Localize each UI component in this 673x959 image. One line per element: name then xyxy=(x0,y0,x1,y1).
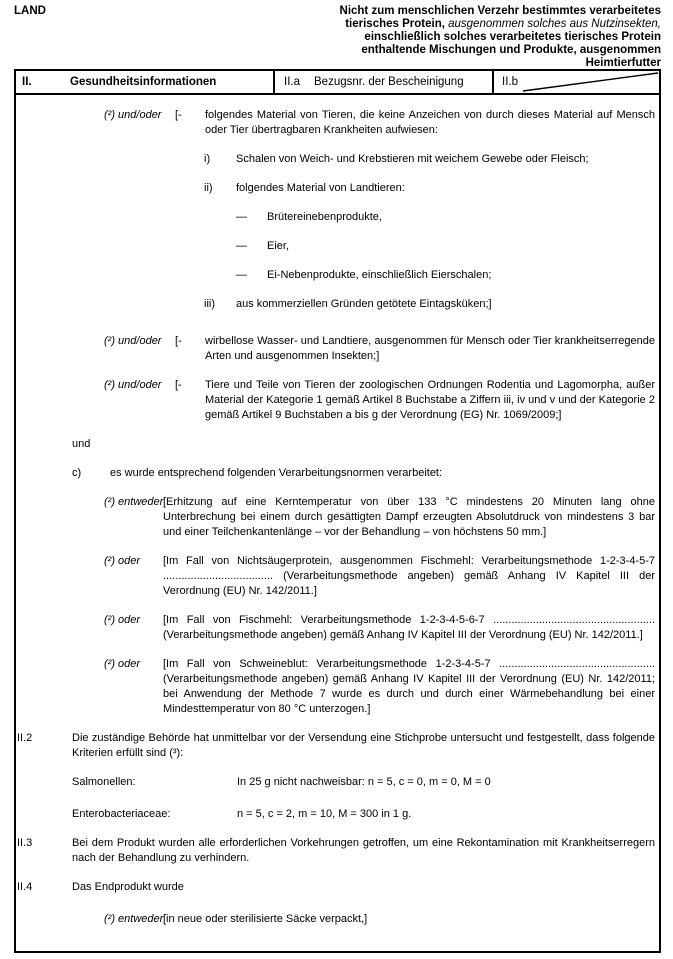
part-ii-title: Gesundheitsinformationen xyxy=(70,76,217,88)
section-number: II.3 xyxy=(17,837,33,849)
section-text: Die zuständige Behörde hat unmittelbar vor der Versendung eine Stichprobe untersucht und festgestellt, dass folgende Kriterien erfüllt sind (³): xyxy=(72,732,655,759)
clause-marker: (²) oder xyxy=(104,555,141,567)
diagonal-strikethrough-line xyxy=(494,71,659,93)
test-label: Salmonellen: xyxy=(72,776,136,788)
section-header-row xyxy=(14,69,661,95)
clause-text: [in neue oder sterilisierte Säcke verpackt,] xyxy=(163,913,368,925)
test-row-salmonellen xyxy=(72,775,655,790)
clause-open-bracket: [- xyxy=(175,379,182,391)
list-item-number: i) xyxy=(204,153,211,165)
title-bold-part-2: einschließlich solches verarbeitetes tierisches Protein enthaltende Mischungen und Produkte, ausgenommen Heimtierfutter xyxy=(361,31,661,69)
clause-text: [Erhitzung auf eine Kerntemperatur von über 133 °C mindestens 20 Minuten lang ohne Unterbrechung bei einem durch gesättigten Dampf erzeugten Absolutdruck von mindestens 3 bar und einer Teilchenkantenlänge – vor der Behandlung – von höchstens 50 mm.] xyxy=(163,496,655,538)
part-ii-number: II. xyxy=(22,76,32,88)
test-row-enterobacteriaceae xyxy=(72,807,655,822)
part-iib-header-cell xyxy=(492,71,659,93)
section-ii4 xyxy=(17,880,655,927)
list-item-number: iii) xyxy=(204,298,215,310)
clause-open-bracket: [- xyxy=(175,335,182,347)
list-item-c xyxy=(72,466,655,481)
clause-text: Tiere und Teile von Tieren der zoologischen Ordnungen Rodentia und Lagomorpha, außer Material der Kategorie 1 gemäß Artikel 8 Buchstabe a Ziffern iii, iv und v und der Kategorie 2 gemäß Artikel 9 Buchstaben a bis g der Verordnung (EG) Nr. 1069/2009;] xyxy=(205,379,655,421)
page-header xyxy=(0,0,673,69)
clause-text: [Im Fall von Schweineblut: Verarbeitungsmethode 1-2-3-4-5-7 ................................................... (Verarbeitungsmethode angeben) gemäß Anhang IV Kapitel III der Verordnung (EU) Nr. 142/2011; bei Anwendung der Methode 7 wurde es durch und durch einer Wärmebehandlung bei einer Mindesttemperatur von 80 °C unterzogen.] xyxy=(163,658,655,715)
section-text: Das Endprodukt wurde xyxy=(72,881,184,893)
connector-und: und xyxy=(72,438,91,450)
clause-entweder-heat xyxy=(104,495,655,540)
dash-item-text: Eier, xyxy=(267,240,290,252)
dash-item-text: Ei-Nebenprodukte, einschließlich Eierschalen; xyxy=(267,269,492,281)
certificate-ref-header-cell xyxy=(273,71,492,93)
clause-and-or-1 xyxy=(104,108,655,138)
clause-oder-schweineblut xyxy=(104,657,655,717)
clause-marker: (²) oder xyxy=(104,614,141,626)
list-item-text: aus kommerziellen Gründen getötete Eintagsküken;] xyxy=(236,298,492,310)
dash-item-3 xyxy=(236,268,655,283)
list-item-text: folgendes Material von Landtieren: xyxy=(236,182,405,194)
title-bold-part-1: Nicht zum menschlichen Verzehr bestimmtes verarbeitetes tierisches Protein, xyxy=(339,5,661,30)
clause-marker: (²) und/oder xyxy=(104,335,162,347)
dash-item-2 xyxy=(236,239,655,254)
dash-glyph: — xyxy=(236,240,247,252)
clause-text: [Im Fall von Fischmehl: Verarbeitungsmethode 1-2-3-4-5-6-7 ..................................................... (Verarbeitungsmethode angeben) gemäß Anhang IV Kapitel III der Verordnung (EU) Nr. 142/2011.] xyxy=(163,614,655,641)
clause-marker: (²) oder xyxy=(104,658,141,670)
part-iia-title: Bezugsnr. der Bescheinigung xyxy=(314,76,464,88)
section-label-empty xyxy=(17,108,72,731)
clause-oder-fischmehl xyxy=(104,613,655,643)
section-number: II.4 xyxy=(17,881,33,893)
section-content xyxy=(72,836,655,866)
clause-entweder-saecke xyxy=(104,912,655,927)
list-item-iii xyxy=(204,297,655,312)
section-number: II.2 xyxy=(17,732,33,744)
title-italic-part: ausgenommen solches aus Nutzinsekten, xyxy=(444,18,661,30)
clause-and-or-3 xyxy=(104,378,655,423)
list-item-ii xyxy=(204,181,655,196)
dash-item-1 xyxy=(236,210,655,225)
clause-and-or-2 xyxy=(104,334,655,364)
section-content xyxy=(72,108,655,731)
section-ii3 xyxy=(17,836,655,866)
part-iia-number: II.a xyxy=(284,76,300,88)
section-content xyxy=(72,880,655,927)
section-content xyxy=(72,731,655,822)
list-item-text: es wurde entsprechend folgenden Verarbeitungsnormen verarbeitet: xyxy=(110,467,443,479)
dash-glyph: — xyxy=(236,269,247,281)
clause-marker: (²) entweder xyxy=(104,913,164,925)
test-value: In 25 g nicht nachweisbar: n = 5, c = 0, m = 0, M = 0 xyxy=(237,776,491,788)
section-ii2 xyxy=(17,731,655,822)
clause-marker: (²) und/oder xyxy=(104,379,162,391)
health-info-header-cell xyxy=(16,71,273,93)
part-iib-number: II.b xyxy=(502,76,518,88)
dash-glyph: — xyxy=(236,211,247,223)
list-item-number: ii) xyxy=(204,182,213,194)
list-item-letter: c) xyxy=(72,467,82,479)
clause-open-bracket: [- xyxy=(175,109,182,121)
section-text: Bei dem Produkt wurden alle erforderlichen Vorkehrungen getroffen, um eine Rekontamination mit Krankheitserregern nach der Behandlung zu verhindern. xyxy=(72,837,655,864)
country-label: LAND xyxy=(14,5,46,17)
clause-oder-nichtsaeuger xyxy=(104,554,655,599)
document-title xyxy=(324,5,661,69)
list-item-i xyxy=(204,152,655,167)
list-item-text: Schalen von Weich- und Krebstieren mit weichem Gewebe oder Fleisch; xyxy=(236,153,589,165)
clause-marker: (²) entweder xyxy=(104,496,164,508)
certificate-body xyxy=(14,95,661,953)
section-continuation xyxy=(17,108,655,731)
clause-marker: (²) und/oder xyxy=(104,109,162,121)
dash-item-text: Brütereinebenprodukte, xyxy=(267,211,382,223)
clause-text: [Im Fall von Nichtsäugerprotein, ausgenommen Fischmehl: Verarbeitungsmethode 1-2-3-4-5-7 .................................... (Verarbeitungsmethode angeben) gemäß Anhang IV Kapitel III der Verordnung (EU) Nr. 142/2011.] xyxy=(163,555,655,597)
test-value: n = 5, c = 2, m = 10, M = 300 in 1 g. xyxy=(237,808,412,820)
test-label: Enterobacteriaceae: xyxy=(72,808,171,820)
clause-text: folgendes Material von Tieren, die keine Anzeichen von durch dieses Material auf Mensch oder Tier übertragbaren Krankheiten aufwiesen: xyxy=(205,109,655,136)
clause-text: wirbellose Wasser- und Landtiere, ausgenommen für Mensch oder Tier krankheitserregende Arten und ausgenommen Insekten;] xyxy=(205,335,655,362)
